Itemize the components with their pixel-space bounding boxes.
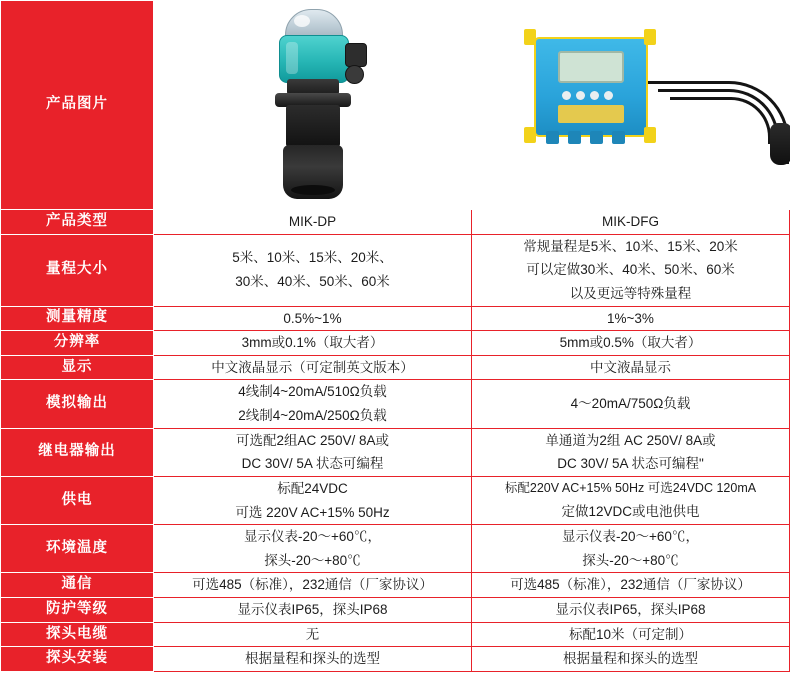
value-line: 显示仪表IP65，探头IP68 <box>555 602 706 617</box>
value-line: 可选485（标准），232通信（厂家协议） <box>510 577 751 593</box>
value-line: DC 30V/ 5A 状态可编程 <box>241 456 384 472</box>
cell-relay-output-right <box>472 428 790 476</box>
cell-product-type-right <box>472 210 790 235</box>
value-line: 显示仪表-20～+60℃， <box>562 529 699 545</box>
cell-communication-right <box>472 573 790 598</box>
row-label-accuracy: 测量精度 <box>1 306 154 331</box>
cell-accuracy-right <box>472 306 790 331</box>
table-body <box>1 1 790 672</box>
table-row <box>1 210 790 235</box>
table-row <box>1 380 790 428</box>
row-label-probe-installation: 探头安装 <box>1 647 154 672</box>
cell-analog-output-right <box>472 380 790 428</box>
cell-display-right <box>472 355 790 380</box>
row-label-product-type: 产品类型 <box>1 210 154 235</box>
table-row <box>1 428 790 476</box>
value-line: 常规量程是5米、10米、15米、20米 <box>523 238 738 254</box>
value-line: 无 <box>305 626 320 642</box>
table-row <box>1 1 790 210</box>
dfg-nameplate <box>558 105 624 123</box>
table-row <box>1 622 790 647</box>
row-label-display: 显示 <box>1 355 154 380</box>
dfg-lcd-display <box>558 51 624 83</box>
value-line: 以及更远等特殊量程 <box>569 285 692 301</box>
value-line: 标配24VDC <box>277 480 348 496</box>
value-line: 5mm或0.5%（取大者） <box>559 335 702 351</box>
value-line: 标配220V AC+15% 50Hz 可选24VDC 120mA <box>504 480 757 495</box>
value-line: 显示仪表IP65，探头IP68 <box>237 602 388 617</box>
cell-power-supply-right <box>472 476 790 524</box>
cell-relay-output-left <box>154 428 472 476</box>
row-label-probe-cable: 探头电缆 <box>1 622 154 647</box>
dfg-mount-ear-bottom-left <box>524 127 536 143</box>
table-row <box>1 331 790 356</box>
cell-display-left <box>154 355 472 380</box>
dfg-keypad <box>562 87 618 99</box>
row-label-relay-output: 继电器输出 <box>1 428 154 476</box>
dp-transducer-horn <box>283 145 343 199</box>
dfg-mount-ear-bottom-right <box>644 127 656 143</box>
cell-product-image-right <box>472 1 790 210</box>
dfg-cable-glands <box>540 131 640 145</box>
dp-housing <box>279 35 349 83</box>
float-level-transmitter-image <box>472 1 789 209</box>
value-line: 可选配2组AC 250V/ 8A或 <box>235 432 390 448</box>
value-line: MIK-DFG <box>602 214 659 229</box>
cell-resolution-left <box>154 331 472 356</box>
cell-accuracy-left <box>154 306 472 331</box>
value-line: 5米、10米、15米、20米、 <box>232 250 393 266</box>
value-line: 可选485（标准），232通信（厂家协议） <box>192 577 433 593</box>
value-line: 中文液晶显示（可定制英文版本） <box>211 359 414 375</box>
dfg-enclosure <box>534 37 648 137</box>
row-label-resolution: 分辨率 <box>1 331 154 356</box>
dp-connector-square <box>345 43 367 67</box>
table-row <box>1 234 790 306</box>
row-label-power-supply: 供电 <box>1 476 154 524</box>
value-line: 4线制4~20mA/510Ω负载 <box>238 384 387 400</box>
row-label-ambient-temperature: 环境温度 <box>1 525 154 573</box>
dp-body <box>286 105 340 147</box>
value-line: 探头-20～+80℃ <box>582 552 679 568</box>
table-row <box>1 598 790 623</box>
row-label-range: 量程大小 <box>1 234 154 306</box>
value-line: DC 30V/ 5A 状态可编程" <box>557 456 704 472</box>
cell-ambient-temperature-left <box>154 525 472 573</box>
value-line: 根据量程和探头的选型 <box>563 651 698 667</box>
table-row <box>1 525 790 573</box>
cell-communication-left <box>154 573 472 598</box>
row-label-product-image: 产品图片 <box>1 1 154 210</box>
cell-probe-cable-left <box>154 622 472 647</box>
value-line: MIK-DP <box>288 214 337 229</box>
value-line: 定做12VDC或电池供电 <box>561 503 700 519</box>
value-line: 30米、40米、50米、60米 <box>235 274 390 290</box>
value-line: 4～20mA/750Ω负载 <box>570 396 691 412</box>
value-line: 可选 220V AC+15% 50Hz <box>235 504 390 520</box>
dp-device-graphic <box>253 9 373 199</box>
cell-resolution-right <box>472 331 790 356</box>
dp-connector-round <box>345 65 364 84</box>
table-row <box>1 355 790 380</box>
cell-power-supply-left <box>154 476 472 524</box>
value-line: 0.5%~1% <box>283 310 342 326</box>
table-row <box>1 573 790 598</box>
value-line: 中文液晶显示 <box>590 359 671 375</box>
row-label-analog-output: 模拟输出 <box>1 380 154 428</box>
cell-protection-grade-left <box>154 598 472 623</box>
table-row <box>1 476 790 524</box>
value-line: 1%~3% <box>607 310 654 326</box>
cell-analog-output-left <box>154 380 472 428</box>
cell-ambient-temperature-right <box>472 525 790 573</box>
row-label-protection-grade: 防护等级 <box>1 598 154 623</box>
value-line: 2线制4~20mA/250Ω负载 <box>238 408 387 423</box>
value-line: 可以定做30米、40米、50米、60米 <box>526 262 735 278</box>
cell-probe-installation-right <box>472 647 790 672</box>
dfg-float-probe <box>770 123 790 165</box>
cell-product-image-left <box>154 1 472 210</box>
value-line: 显示仪表-20～+60℃， <box>244 529 381 545</box>
value-line: 3mm或0.1%（取大者） <box>241 335 384 351</box>
dfg-mount-ear-top-right <box>644 29 656 45</box>
cell-probe-cable-right <box>472 622 790 647</box>
dfg-mount-ear-top-left <box>524 29 536 45</box>
value-line: 标配10米（可定制） <box>568 626 693 642</box>
cell-probe-installation-left <box>154 647 472 672</box>
cell-range-left <box>154 234 472 306</box>
value-line: 根据量程和探头的选型 <box>245 651 380 667</box>
ultrasonic-level-meter-image <box>154 1 471 209</box>
dfg-device-graphic <box>508 23 790 193</box>
value-line: 单通道为2组 AC 250V/ 8A或 <box>545 432 716 448</box>
table-row <box>1 647 790 672</box>
cell-range-right <box>472 234 790 306</box>
table-row <box>1 306 790 331</box>
value-line: 探头-20～+80℃ <box>264 552 361 568</box>
cell-product-type-left <box>154 210 472 235</box>
row-label-communication: 通信 <box>1 573 154 598</box>
cell-protection-grade-right <box>472 598 790 623</box>
